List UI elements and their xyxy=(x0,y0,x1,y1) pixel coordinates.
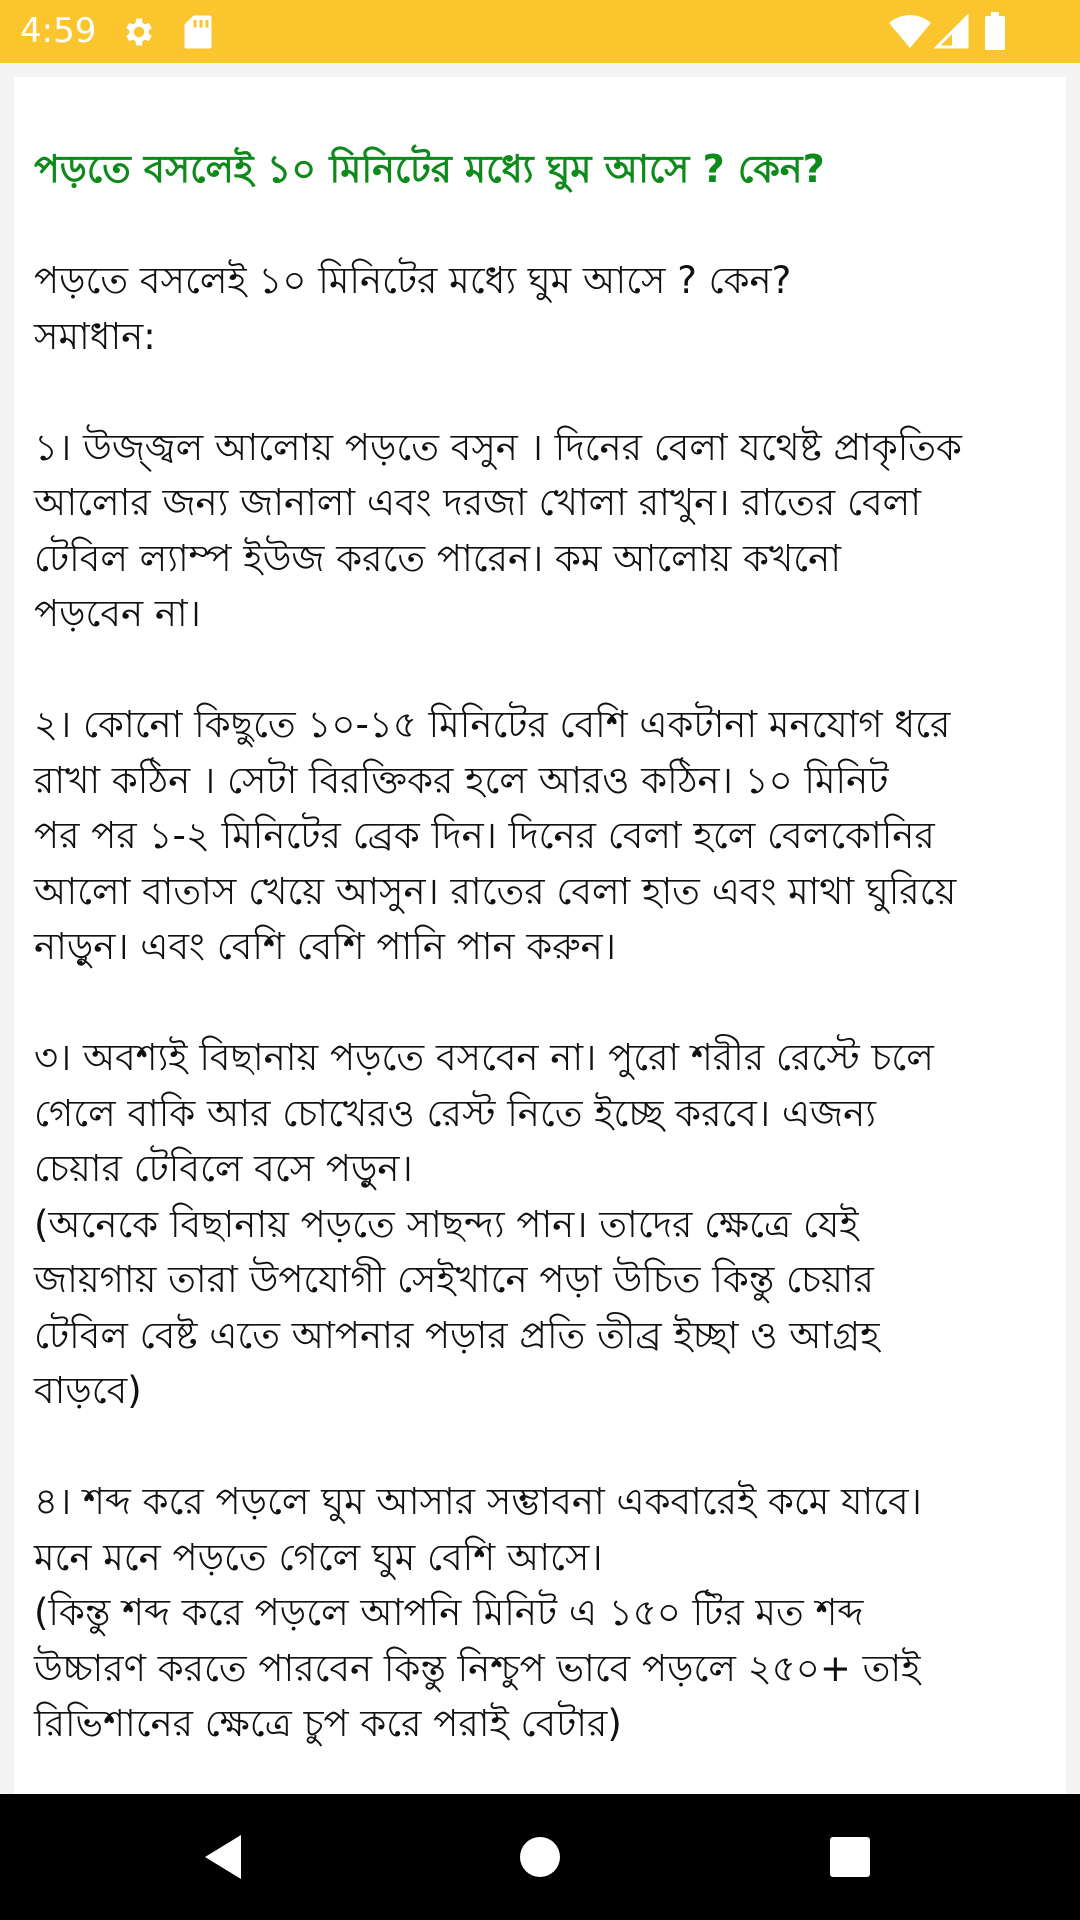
paragraph-line: নাড়ুন। এবং বেশি বেশি পানি পান করুন। xyxy=(34,925,616,968)
paragraph-line: পড়তে বসলেই ১০ মিনিটের মধ্যে ঘুম আসে ? কেন? xyxy=(34,259,792,302)
paragraph-line: আলো বাতাস খেয়ে আসুন। রাতের বেলা হাত এবং মাথা ঘুরিয়ে xyxy=(34,869,957,913)
paragraph-line: মনে মনে পড়তে গেলে ঘুম বেশি আসে। xyxy=(34,1535,603,1579)
paragraph-line: রাখা কঠিন । সেটা বিরক্তিকর হলে আরও কঠিন। ১০ মিনিট xyxy=(34,758,889,802)
article-body xyxy=(34,253,1056,1794)
paragraph-line: চেয়ার টেবিলে বসে পড়ুন। xyxy=(34,1147,413,1190)
article-paragraph xyxy=(34,253,1056,364)
article-paragraph xyxy=(34,1474,1056,1752)
sd-card-icon xyxy=(183,14,213,50)
article-card xyxy=(14,77,1066,1794)
article-paragraph xyxy=(34,1030,1056,1419)
paragraph-line: (অনেকে বিছানায় পড়তে সাছন্দ্য পান। তাদের ক্ষেত্রে যেই xyxy=(34,1202,859,1246)
article-title: পড়তে বসলেই ১০ মিনিটের মধ্যে ঘুম আসে ? কেন? xyxy=(34,147,825,191)
content-area[interactable] xyxy=(0,63,1080,1794)
paragraph-line: আলোর জন্য জানালা এবং দরজা খোলা রাখুন। রাতের বেলা xyxy=(34,481,921,524)
navigation-bar xyxy=(0,1794,1080,1920)
paragraph-line: টেবিল বেষ্ট এতে আপনার পড়ার প্রতি তীব্র ইচ্ছা ও আগ্রহ xyxy=(34,1313,880,1357)
paragraph-line: সমাধান: xyxy=(34,314,156,358)
paragraph-line: ৪। শব্দ করে পড়লে ঘুম আসার সম্ভাবনা একবারেই কমে যাবে। xyxy=(34,1480,922,1523)
article-paragraph xyxy=(34,420,1056,642)
paragraph-line: (কিন্তু শব্দ করে পড়লে আপনি মিনিট এ ১৫০ টির মত শব্দ xyxy=(34,1591,864,1634)
wifi-icon xyxy=(888,14,932,50)
paragraph-line: বাড়বে) xyxy=(34,1369,142,1412)
gear-icon xyxy=(121,14,157,50)
cell-signal-icon xyxy=(934,14,970,50)
paragraph-line: ২। কোনো কিছুতে ১০-১৫ মিনিটের বেশি একটানা মনযোগ ধরে xyxy=(34,703,951,746)
article-paragraph xyxy=(34,697,1056,975)
status-bar xyxy=(0,0,1080,63)
recents-icon[interactable] xyxy=(820,1827,880,1887)
paragraph-line: টেবিল ল্যাম্প ইউজ করতে পারেন। কম আলোয় কখনো xyxy=(34,536,841,580)
back-icon[interactable] xyxy=(195,1827,255,1887)
home-icon[interactable] xyxy=(510,1827,570,1887)
paragraph-line: জায়গায় তারা উপযোগী সেইখানে পড়া উচিত কিন্তু চেয়ার xyxy=(34,1258,874,1301)
paragraph-line: পড়বেন না। xyxy=(34,592,201,635)
paragraph-line: রিভিশানের ক্ষেত্রে চুপ করে পরাই বেটার) xyxy=(34,1702,622,1745)
paragraph-line: পর পর ১-২ মিনিটের ব্রেক দিন। দিনের বেলা হলে বেলকোনির xyxy=(34,814,935,857)
status-time: 4:59 xyxy=(20,11,97,51)
paragraph-line: উচ্চারণ করতে পারবেন কিন্তু নিশ্চুপ ভাবে পড়লে ২৫০+ তাই xyxy=(34,1646,921,1690)
paragraph-line: ১। উজ্জ্বল আলোয় পড়তে বসুন । দিনের বেলা যথেষ্ট প্রাকৃতিক xyxy=(34,425,962,469)
paragraph-line: ৩। অবশ্যই বিছানায় পড়তে বসবেন না। পুরো শরীর রেস্টে চলে xyxy=(34,1036,934,1079)
paragraph-line: গেলে বাকি আর চোখেরও রেস্ট নিতে ইচ্ছে করবে। এজন্য xyxy=(34,1091,876,1135)
battery-icon xyxy=(984,12,1006,50)
